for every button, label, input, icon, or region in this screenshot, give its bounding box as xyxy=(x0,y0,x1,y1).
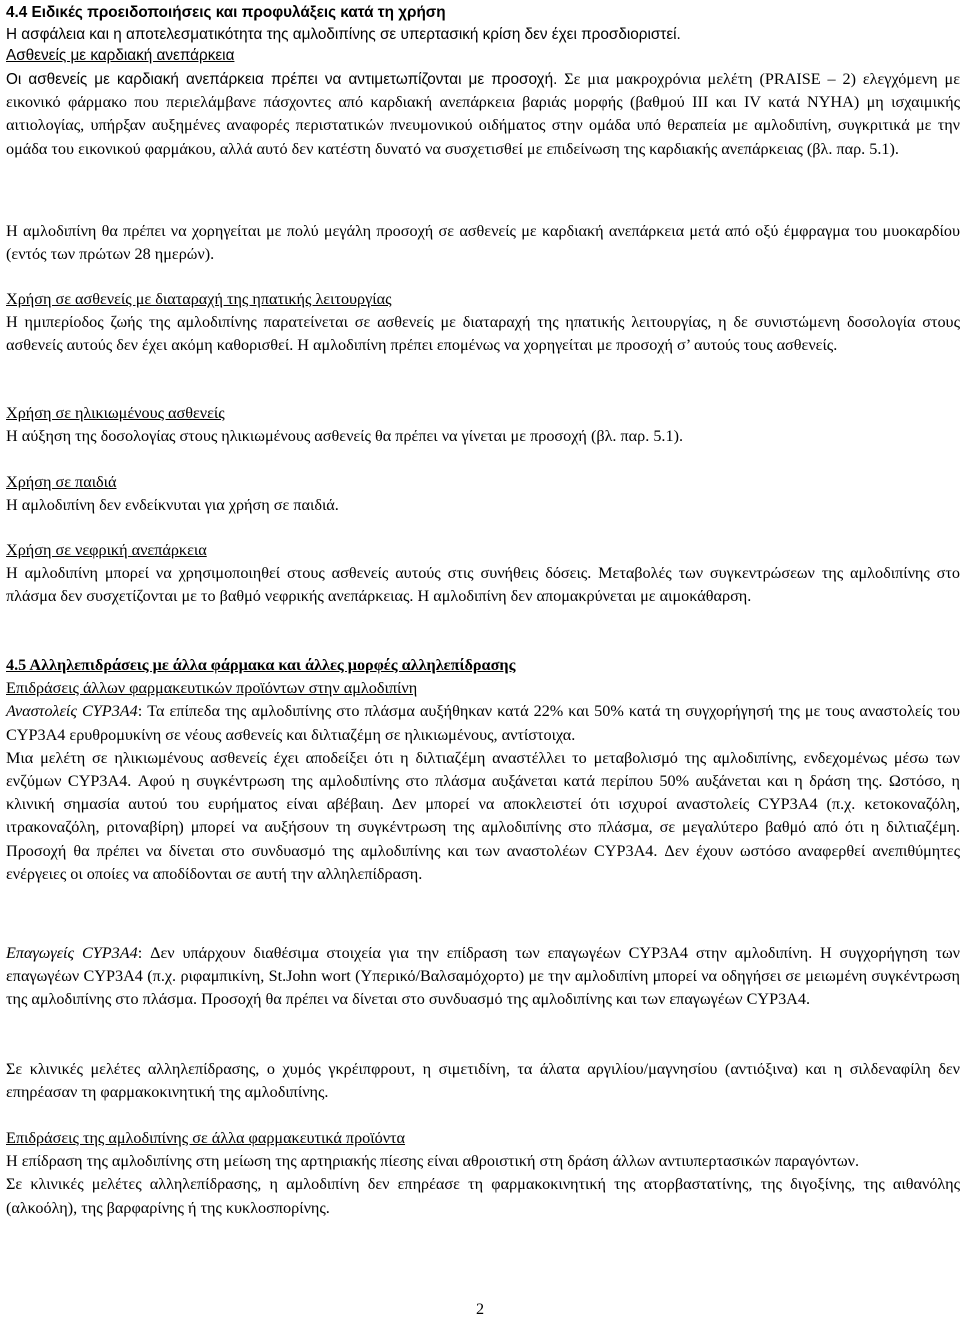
page-number: 2 xyxy=(475,1300,485,1318)
section-4-5 xyxy=(6,654,960,886)
effects-of-amlodipine-title: Επιδράσεις της αμλοδιπίνης σε άλλα φαρμακευτικά προϊόντα xyxy=(6,1129,406,1147)
elderly-text: Η αύξηση της δοσολογίας στους ηλικιωμένους ασθενείς θα πρέπει να γίνεται με προσοχή (βλ. παρ. 5.1). xyxy=(6,427,684,446)
section-heading-4-4: 4.4 Ειδικές προειδοποιήσεις και προφυλάξεις κατά τη χρήση xyxy=(6,4,446,21)
effects-on-amlodipine-title: Επιδράσεις άλλων φαρμακευτικών προϊόντων στην αμλοδιπίνη xyxy=(6,679,418,698)
diltiazem-paragraph: Μια μελέτη σε ηλικιωμένους ασθενείς έχει αποδείξει ότι η διλτιαζέμη αναστέλλει το μεταβολισμό της αμλοδιπίνης, ενδεχομένως μέσω των ενζύμων CYP3A4. Αφού η συγκέντρωση της αμλοδιπίνης στο πλάσμα αυξάνεται κατά περίπου 50% αυξάνεται και η δράση της. Ωστόσο, η κλινική σημασία αυτού του ευρήματος είναι αβέβαιη. Δεν μπορεί να αποκλειστεί ότι ισχυροί αναστολείς CYP3A4 (π.χ. κετοκοναζόλη, ιτρακοναζόλη, ριτοναβίρη) μπορεί να αυξήσουν τη συγκέντρωση της αμλοδιπίνης στο πλάσμα, σε μεγαλύτερο βαθμό από ότι η διλτιαζέμη. Προσοχή θα πρέπει να δίνεται στο συνδυασμό της αμλοδιπίνης και των αναστολέων CYP3A4. Δεν έχουν ωστόσο αναφερθεί ανεπιθύμητες ενέργειες οι οποίες να αποδίδονται σε αυτή την αλληλεπίδραση. xyxy=(6,748,960,883)
safety-line: Η ασφάλεια και η αποτελεσματικότητα της αμλοδιπίνης σε υπερτασική κρίση δεν έχει προσδιοριστεί. xyxy=(6,25,681,43)
children-block xyxy=(6,471,960,517)
hepatic-text: Η ημιπερίοδος ζωής της αμλοδιπίνης παρατείνεται σε ασθενείς με διαταραχή της ηπατικής λειτουργίας, η δε συνιστώμενη δοσολογία στους ασθενείς αυτούς δεν έχει ακόμη καθορισθεί. Η αμλοδιπίνη πρέπει επομένως να χορηγείται με προσοχή σ’ αυτούς τους ασθενείς. xyxy=(6,313,960,355)
last-paragraph: Σε κλινικές μελέτες αλληλεπίδρασης, η αμλοδιπίνη δεν επηρέασε τη φαρμακοκινητική της ατορβαστατίνης, της διγοξίνης, της αιθανόλης (αλκοόλη), της βαρφαρίνης ή της κυκλοσπορίνης. xyxy=(6,1175,960,1217)
children-text: Η αμλοδιπίνη δεν ενδείκνυται για χρήση σε παιδιά. xyxy=(6,496,339,515)
elderly-title: Χρήση σε ηλικιωμένους ασθενείς xyxy=(6,404,225,422)
hepatic-title: Χρήση σε ασθενείς με διαταραχή της ηπατικής λειτουργίας xyxy=(6,290,392,308)
effects-of-text: Η επίδραση της αμλοδιπίνης στη μείωση της αρτηριακής πίεσης είναι αθροιστική στη δράση άλλων αντιυπερτασικών παραγόντων. xyxy=(6,1152,860,1171)
elderly-block xyxy=(6,402,960,448)
heart-failure-paragraph xyxy=(6,68,960,161)
inducers-paragraph xyxy=(6,942,960,1012)
renal-text: Η αμλοδιπίνη μπορεί να χρησιμοποιηθεί στους ασθενείς αυτούς στις συνήθεις δόσεις. Μεταβολές των συγκεντρώσεων της αμλοδιπίνης στο πλάσμα δεν συσχετίζονται με το βαθμό νεφρικής ανεπάρκειας. Η αμλοδιπίνη δεν απομακρύνεται με αιμοκάθαρση. xyxy=(6,564,960,606)
renal-title: Χρήση σε νεφρική ανεπάρκεια xyxy=(6,541,207,559)
hepatic-block xyxy=(6,288,960,358)
grapefruit-paragraph: Σε κλινικές μελέτες αλληλεπίδρασης, ο χυμός γκρέιπφρουτ, η σιμετιδίνη, τα άλατα αργιλίου/μαγνησίου (αντιόξινα) και η σιλδεναφίλη δεν επηρέασαν τη φαρμακοκινητική της αμλοδιπίνης. xyxy=(6,1060,960,1102)
inhibitors-text: : Τα επίπεδα της αμλοδιπίνης στο πλάσμα αυξήθηκαν κατά 22% και 50% κατά τη συγχορήγησή της με τους αναστολείς του CYP3A4 ερυθρομυκίνη σε νέους ασθενείς και διλτιαζέμη σε ηλικιωμένους, αντίστοιχα. xyxy=(6,702,960,744)
heart-failure-start: Οι ασθενείς με καρδιακή ανεπάρκεια πρέπει να αντιμετωπίζονται με προσοχή. xyxy=(6,71,558,88)
effects-of-block xyxy=(6,1127,960,1220)
renal-block xyxy=(6,539,960,609)
inducers-label: Επαγωγείς CYP3A4 xyxy=(6,944,138,962)
heart-failure-subheading: Ασθενείς με καρδιακή ανεπάρκεια xyxy=(6,47,235,65)
heart-failure-rest: Σε μια μακροχρόνια μελέτη (PRAISE – 2) ελεγχόμενη με εικονικό φάρμακο που περιελάμβανε πάσχοντες από καρδιακή ανεπάρκεια βαριάς μορφής (βαθμού III και IV κατά NYHA) μη ισχαιμικής αιτιολογίας, υπήρξαν αυξημένες αναφορές περιστατικών πνευμονικού οιδήματος στην ομάδα υπό θεραπεία με αμλοδιπίνη, συγκριτικά με την ομάδα του εικονικού φαρμάκου, αλλά αυτό δεν κατέστη δυνατό να συσχετισθεί με επιδείνωση της καρδιακής ανεπάρκειας (βλ. παρ. 5.1). xyxy=(6,70,960,158)
children-title: Χρήση σε παιδιά xyxy=(6,473,117,491)
mi-paragraph: Η αμλοδιπίνη θα πρέπει να χορηγείται με πολύ μεγάλη προσοχή σε ασθενείς με καρδιακή ανεπάρκεια μετά από οξύ έμφραγμα του μυοκαρδίου (εντός των πρώτων 28 ημερών). xyxy=(6,222,960,264)
section-4-4 xyxy=(6,2,960,67)
inhibitors-paragraph xyxy=(6,700,960,746)
section-heading-4-5: 4.5 Αλληλεπιδράσεις με άλλα φάρμακα και άλλες μορφές αλληλεπίδρασης xyxy=(6,656,516,674)
inducers-text: : Δεν υπάρχουν διαθέσιμα στοιχεία για την επίδραση των επαγωγέων CYP3A4 στην αμλοδιπίνη. Η συγχορήγηση των επαγωγέων CYP3A4 (π.χ. ριφαμπικίνη, St.John wort (Υπερικό/Βαλσαμόχορτο) με την αμλοδιπίνη μπορεί να οδηγήσει σε μειωμένη συγκέντρωση της αμλοδιπίνης στο πλάσμα. Προσοχή θα πρέπει να δίνεται στο συνδυασμό της αμλοδιπίνης και των επαγωγέων CYP3A4. xyxy=(6,944,960,1009)
inhibitors-label: Αναστολείς CYP3A4 xyxy=(6,702,138,721)
